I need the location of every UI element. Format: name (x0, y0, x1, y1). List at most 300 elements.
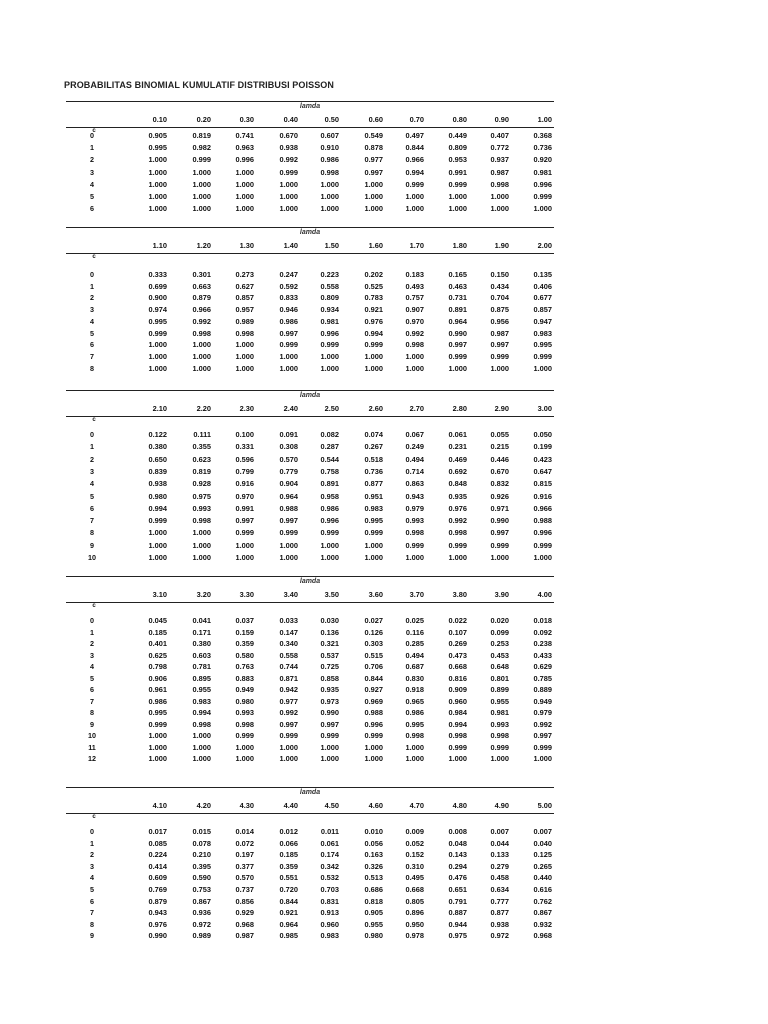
probability-cell: 0.878 (364, 143, 383, 153)
probability-cell: 0.007 (490, 827, 509, 836)
probability-cell: 0.999 (533, 351, 552, 361)
probability-cell: 0.215 (490, 442, 509, 452)
probability-cell: 0.905 (148, 131, 167, 140)
probability-cell: 1.000 (405, 204, 424, 214)
probability-cell: 0.473 (448, 650, 467, 660)
probability-cell: 0.934 (320, 305, 339, 315)
probability-cell: 1.000 (279, 540, 298, 550)
probability-cell: 0.741 (235, 131, 254, 140)
probability-cell: 1.000 (364, 363, 383, 373)
probability-cell: 1.000 (405, 754, 424, 763)
probability-cell: 1.000 (448, 204, 467, 214)
probability-cell: 1.000 (148, 155, 167, 165)
probability-cell: 0.999 (448, 742, 467, 752)
lambda-header: 3.70 (409, 590, 424, 599)
probability-cell: 0.910 (320, 143, 339, 153)
probability-cell: 0.993 (235, 708, 254, 717)
probability-cell: 0.986 (148, 696, 167, 706)
probability-cell: 0.981 (533, 167, 552, 177)
probability-cell: 0.877 (490, 908, 509, 918)
lamda-label: lamda (299, 578, 321, 585)
probability-cell: 0.434 (490, 281, 509, 291)
probability-cell: 0.879 (148, 896, 167, 906)
probability-cell: 1.000 (235, 167, 254, 177)
probability-cell: 0.736 (364, 466, 383, 476)
probability-cell: 0.074 (364, 430, 383, 439)
probability-cell: 0.947 (533, 316, 552, 326)
probability-cell: 0.407 (490, 131, 509, 140)
probability-cell: 0.687 (405, 662, 424, 671)
probability-cell: 0.247 (279, 270, 298, 279)
probability-cell: 1.000 (279, 179, 298, 189)
probability-cell: 0.921 (364, 305, 383, 315)
probability-cell: 0.072 (235, 838, 254, 848)
probability-cell: 0.879 (192, 293, 211, 303)
probability-cell: 0.977 (364, 155, 383, 165)
probability-cell: 0.904 (279, 479, 298, 489)
probability-cell: 0.078 (192, 838, 211, 848)
probability-cell: 1.000 (490, 754, 509, 763)
probability-cell: 0.981 (320, 316, 339, 326)
row-c-value: 3 (90, 861, 94, 871)
lamda-label: lamda (299, 229, 321, 236)
probability-cell: 0.986 (279, 316, 298, 326)
lambda-header: 4.30 (239, 801, 254, 810)
probability-cell: 0.916 (235, 479, 254, 489)
lambda-header: 0.80 (452, 115, 467, 124)
row-c-value: 1 (90, 442, 94, 452)
probability-cell: 0.999 (279, 528, 298, 538)
probability-cell: 1.000 (235, 179, 254, 189)
probability-cell: 0.978 (405, 931, 424, 941)
probability-cell: 1.000 (448, 363, 467, 373)
probability-cell: 0.995 (405, 719, 424, 729)
probability-cell: 0.976 (364, 316, 383, 326)
lambda-header: 0.50 (324, 115, 339, 124)
probability-cell: 0.976 (448, 503, 467, 513)
probability-cell: 0.463 (448, 281, 467, 291)
probability-cell: 0.446 (490, 454, 509, 464)
probability-cell: 0.603 (192, 650, 211, 660)
row-c-value: 4 (90, 662, 94, 671)
lambda-header: 3.30 (239, 590, 254, 599)
lambda-header: 4.40 (283, 801, 298, 810)
probability-cell: 0.714 (405, 466, 424, 476)
lambda-header: 0.40 (283, 115, 298, 124)
probability-cell: 0.839 (148, 466, 167, 476)
lambda-header: 3.10 (152, 590, 167, 599)
probability-cell: 0.279 (490, 861, 509, 871)
probability-cell: 0.997 (279, 328, 298, 338)
probability-cell: 0.999 (148, 328, 167, 338)
probability-cell: 1.000 (364, 742, 383, 752)
probability-cell: 0.111 (193, 430, 211, 439)
probability-cell: 0.150 (490, 270, 509, 279)
probability-cell: 0.143 (448, 850, 467, 860)
row-c-value: 10 (88, 553, 96, 562)
probability-cell: 0.857 (533, 305, 552, 315)
probability-cell: 0.022 (448, 616, 467, 625)
probability-cell: 0.995 (364, 516, 383, 526)
probability-cell: 0.999 (490, 742, 509, 752)
probability-cell: 1.000 (405, 192, 424, 201)
probability-cell: 0.875 (490, 305, 509, 315)
probability-cell: 0.998 (448, 528, 467, 538)
probability-cell: 0.964 (279, 491, 298, 501)
probability-cell: 1.000 (364, 192, 383, 201)
probability-cell: 0.380 (148, 442, 167, 452)
probability-cell: 0.889 (533, 685, 552, 694)
lambda-header: 0.10 (152, 115, 167, 124)
probability-cell: 0.999 (405, 540, 424, 550)
probability-cell: 1.000 (192, 179, 211, 189)
probability-cell: 0.987 (490, 328, 509, 338)
probability-cell: 0.996 (533, 179, 552, 189)
probability-cell: 0.731 (448, 293, 467, 303)
probability-cell: 0.616 (533, 885, 552, 894)
probability-cell: 0.986 (320, 155, 339, 165)
row-c-value: 6 (90, 503, 94, 513)
probability-cell: 0.857 (235, 293, 254, 303)
probability-cell: 0.844 (364, 673, 383, 683)
probability-cell: 0.970 (405, 316, 424, 326)
probability-cell: 0.958 (320, 491, 339, 501)
probability-cell: 0.867 (533, 908, 552, 918)
lambda-header: 1.30 (239, 241, 254, 250)
probability-cell: 1.000 (364, 540, 383, 550)
probability-cell: 1.000 (320, 204, 339, 214)
probability-cell: 0.082 (320, 430, 339, 439)
probability-cell: 1.000 (448, 754, 467, 763)
lambda-header: 1.10 (152, 241, 167, 250)
probability-cell: 1.000 (148, 553, 167, 562)
probability-cell: 0.033 (279, 616, 298, 625)
probability-cell: 0.987 (235, 931, 254, 941)
probability-cell: 0.966 (192, 305, 211, 315)
probability-cell: 0.999 (148, 516, 167, 526)
probability-cell: 0.990 (320, 708, 339, 717)
probability-cell: 0.992 (279, 155, 298, 165)
probability-cell: 0.091 (279, 430, 298, 439)
probability-cell: 0.981 (490, 708, 509, 717)
probability-cell: 0.163 (364, 850, 383, 860)
probability-cell: 0.159 (235, 627, 254, 637)
probability-cell: 0.819 (192, 466, 211, 476)
probability-cell: 0.249 (405, 442, 424, 452)
lambda-header: 1.60 (368, 241, 383, 250)
probability-cell: 0.340 (279, 639, 298, 648)
probability-cell: 0.041 (192, 616, 211, 625)
probability-cell: 0.769 (148, 885, 167, 894)
probability-cell: 0.815 (533, 479, 552, 489)
probability-cell: 0.596 (235, 454, 254, 464)
probability-cell: 0.570 (279, 454, 298, 464)
probability-cell: 0.625 (148, 650, 167, 660)
row-c-value: 2 (90, 293, 94, 303)
row-c-value: 3 (90, 466, 94, 476)
probability-cell: 1.000 (320, 553, 339, 562)
probability-cell: 0.980 (148, 491, 167, 501)
lambda-header: 1.00 (537, 115, 552, 124)
table-top-rule (66, 576, 554, 577)
probability-cell: 0.997 (235, 516, 254, 526)
probability-cell: 0.998 (405, 528, 424, 538)
probability-cell: 0.871 (279, 673, 298, 683)
probability-cell: 1.000 (148, 731, 167, 740)
probability-cell: 1.000 (448, 192, 467, 201)
probability-cell: 0.294 (448, 861, 467, 871)
probability-cell: 0.171 (192, 627, 211, 637)
probability-cell: 0.020 (490, 616, 509, 625)
probability-cell: 0.785 (533, 673, 552, 683)
probability-cell: 0.303 (364, 639, 383, 648)
probability-cell: 0.772 (490, 143, 509, 153)
probability-cell: 0.066 (279, 838, 298, 848)
probability-cell: 1.000 (320, 540, 339, 550)
row-c-value: 4 (90, 479, 94, 489)
probability-cell: 1.000 (279, 742, 298, 752)
probability-cell: 0.609 (148, 873, 167, 883)
page-title: PROBABILITAS BINOMIAL KUMULATIF DISTRIBUSI POISSON (64, 80, 334, 90)
probability-cell: 1.000 (235, 351, 254, 361)
probability-cell: 0.996 (320, 328, 339, 338)
c-column-label: c (92, 254, 96, 260)
probability-cell: 1.000 (148, 192, 167, 201)
probability-cell: 0.495 (405, 873, 424, 883)
probability-cell: 0.011 (320, 827, 339, 836)
probability-cell: 0.085 (148, 838, 167, 848)
probability-cell: 0.995 (533, 340, 552, 350)
probability-cell: 0.831 (320, 896, 339, 906)
probability-cell: 0.832 (490, 479, 509, 489)
probability-cell: 0.995 (148, 143, 167, 153)
probability-cell: 0.990 (490, 516, 509, 526)
probability-cell: 0.983 (533, 328, 552, 338)
c-column-label: c (92, 814, 96, 820)
probability-cell: 0.883 (235, 673, 254, 683)
probability-cell: 0.996 (320, 516, 339, 526)
probability-cell: 1.000 (235, 363, 254, 373)
probability-cell: 0.269 (448, 639, 467, 648)
lambda-header: 2.60 (368, 404, 383, 413)
probability-cell: 0.966 (533, 503, 552, 513)
lambda-header: 4.00 (537, 590, 552, 599)
probability-cell: 0.493 (405, 281, 424, 291)
lambda-header: 1.50 (324, 241, 339, 250)
probability-cell: 0.899 (490, 685, 509, 694)
probability-cell: 0.991 (448, 167, 467, 177)
lambda-header: 2.10 (152, 404, 167, 413)
probability-cell: 0.791 (448, 896, 467, 906)
probability-cell: 0.805 (405, 896, 424, 906)
probability-cell: 0.525 (364, 281, 383, 291)
probability-cell: 0.997 (279, 516, 298, 526)
header-bottom-rule (66, 602, 554, 603)
probability-cell: 0.777 (490, 896, 509, 906)
probability-cell: 0.998 (490, 731, 509, 740)
probability-cell: 0.008 (448, 827, 467, 836)
probability-cell: 0.992 (279, 708, 298, 717)
probability-cell: 0.877 (364, 479, 383, 489)
probability-cell: 0.986 (320, 503, 339, 513)
probability-cell: 0.045 (148, 616, 167, 625)
probability-cell: 1.000 (192, 192, 211, 201)
probability-cell: 0.308 (279, 442, 298, 452)
probability-cell: 0.907 (405, 305, 424, 315)
probability-cell: 0.998 (192, 719, 211, 729)
row-c-value: 7 (90, 908, 94, 918)
probability-cell: 0.951 (364, 491, 383, 501)
probability-cell: 0.380 (192, 639, 211, 648)
probability-cell: 1.000 (192, 167, 211, 177)
probability-cell: 0.968 (533, 931, 552, 941)
probability-cell: 1.000 (192, 363, 211, 373)
probability-cell: 0.433 (533, 650, 552, 660)
probability-cell: 0.699 (148, 281, 167, 291)
probability-cell: 0.992 (533, 719, 552, 729)
probability-cell: 0.061 (448, 430, 467, 439)
probability-cell: 0.532 (320, 873, 339, 883)
probability-cell: 0.558 (279, 650, 298, 660)
probability-cell: 0.979 (405, 503, 424, 513)
probability-cell: 0.668 (448, 662, 467, 671)
table-top-rule (66, 227, 554, 228)
probability-cell: 0.968 (235, 919, 254, 929)
probability-cell: 0.704 (490, 293, 509, 303)
probability-cell: 1.000 (448, 553, 467, 562)
probability-cell: 0.974 (148, 305, 167, 315)
probability-cell: 0.960 (320, 919, 339, 929)
probability-cell: 0.092 (533, 627, 552, 637)
lambda-header: 2.40 (283, 404, 298, 413)
probability-cell: 0.183 (405, 270, 424, 279)
probability-cell: 0.440 (533, 873, 552, 883)
probability-cell: 1.000 (320, 363, 339, 373)
probability-cell: 0.570 (235, 873, 254, 883)
probability-cell: 0.918 (405, 685, 424, 694)
probability-cell: 0.107 (448, 627, 467, 637)
probability-cell: 0.975 (448, 931, 467, 941)
probability-cell: 0.848 (448, 479, 467, 489)
probability-cell: 1.000 (405, 742, 424, 752)
lambda-header: 2.70 (409, 404, 424, 413)
lambda-header: 0.60 (368, 115, 383, 124)
probability-cell: 0.449 (448, 131, 467, 140)
probability-cell: 0.920 (533, 155, 552, 165)
row-c-value: 6 (90, 685, 94, 694)
probability-cell: 0.763 (235, 662, 254, 671)
lambda-header: 4.80 (452, 801, 467, 810)
probability-cell: 0.856 (235, 896, 254, 906)
probability-cell: 0.737 (235, 885, 254, 894)
probability-cell: 0.030 (320, 616, 339, 625)
lambda-header: 0.90 (494, 115, 509, 124)
row-c-value: 3 (90, 167, 94, 177)
probability-cell: 1.000 (364, 179, 383, 189)
probability-cell: 0.863 (405, 479, 424, 489)
probability-cell: 0.833 (279, 293, 298, 303)
probability-cell: 0.135 (533, 270, 552, 279)
probability-cell: 0.988 (533, 516, 552, 526)
probability-cell: 0.938 (148, 479, 167, 489)
probability-cell: 0.627 (235, 281, 254, 291)
probability-cell: 1.000 (192, 340, 211, 350)
probability-cell: 0.122 (148, 430, 167, 439)
probability-cell: 1.000 (320, 351, 339, 361)
probability-cell: 0.037 (235, 616, 254, 625)
row-c-value: 4 (90, 316, 94, 326)
probability-cell: 0.703 (320, 885, 339, 894)
row-c-value: 5 (90, 885, 94, 894)
probability-cell: 0.359 (235, 639, 254, 648)
probability-cell: 0.018 (533, 616, 552, 625)
probability-cell: 0.224 (148, 850, 167, 860)
probability-cell: 0.210 (192, 850, 211, 860)
probability-cell: 0.592 (279, 281, 298, 291)
probability-cell: 0.469 (448, 454, 467, 464)
probability-cell: 0.999 (364, 340, 383, 350)
c-column-label: c (92, 128, 96, 134)
probability-cell: 0.174 (320, 850, 339, 860)
probability-cell: 0.061 (320, 838, 339, 848)
row-c-value: 5 (90, 491, 94, 501)
probability-cell: 0.342 (320, 861, 339, 871)
probability-cell: 1.000 (192, 540, 211, 550)
row-c-value: 7 (90, 696, 94, 706)
probability-cell: 0.900 (148, 293, 167, 303)
lambda-header: 4.90 (494, 801, 509, 810)
probability-cell: 0.949 (235, 685, 254, 694)
row-c-value: 2 (90, 155, 94, 165)
probability-cell: 1.000 (490, 363, 509, 373)
probability-cell: 0.896 (405, 908, 424, 918)
probability-cell: 0.333 (148, 270, 167, 279)
probability-cell: 0.518 (364, 454, 383, 464)
probability-cell: 0.996 (533, 528, 552, 538)
probability-cell: 0.670 (490, 466, 509, 476)
probability-cell: 0.938 (490, 919, 509, 929)
probability-cell: 0.202 (364, 270, 383, 279)
probability-cell: 0.985 (279, 931, 298, 941)
probability-cell: 0.990 (448, 328, 467, 338)
probability-cell: 0.650 (148, 454, 167, 464)
probability-cell: 0.999 (320, 340, 339, 350)
probability-cell: 0.017 (148, 827, 167, 836)
probability-cell: 1.000 (364, 351, 383, 361)
probability-cell: 0.964 (448, 316, 467, 326)
row-c-value: 8 (90, 919, 94, 929)
probability-cell: 0.757 (405, 293, 424, 303)
probability-cell: 0.326 (364, 861, 383, 871)
probability-cell: 0.999 (192, 155, 211, 165)
lambda-header: 3.60 (368, 590, 383, 599)
probability-cell: 0.321 (320, 639, 339, 648)
probability-cell: 0.966 (405, 155, 424, 165)
probability-cell: 0.999 (364, 731, 383, 740)
probability-cell: 0.136 (320, 627, 339, 637)
row-c-value: 9 (90, 719, 94, 729)
probability-cell: 0.513 (364, 873, 383, 883)
probability-cell: 0.942 (279, 685, 298, 694)
probability-cell: 0.185 (148, 627, 167, 637)
probability-cell: 0.055 (490, 430, 509, 439)
probability-cell: 1.000 (235, 540, 254, 550)
probability-cell: 1.000 (148, 179, 167, 189)
probability-cell: 0.009 (405, 827, 424, 836)
row-c-value: 2 (90, 454, 94, 464)
lambda-header: 4.60 (368, 801, 383, 810)
lambda-header: 0.20 (196, 115, 211, 124)
